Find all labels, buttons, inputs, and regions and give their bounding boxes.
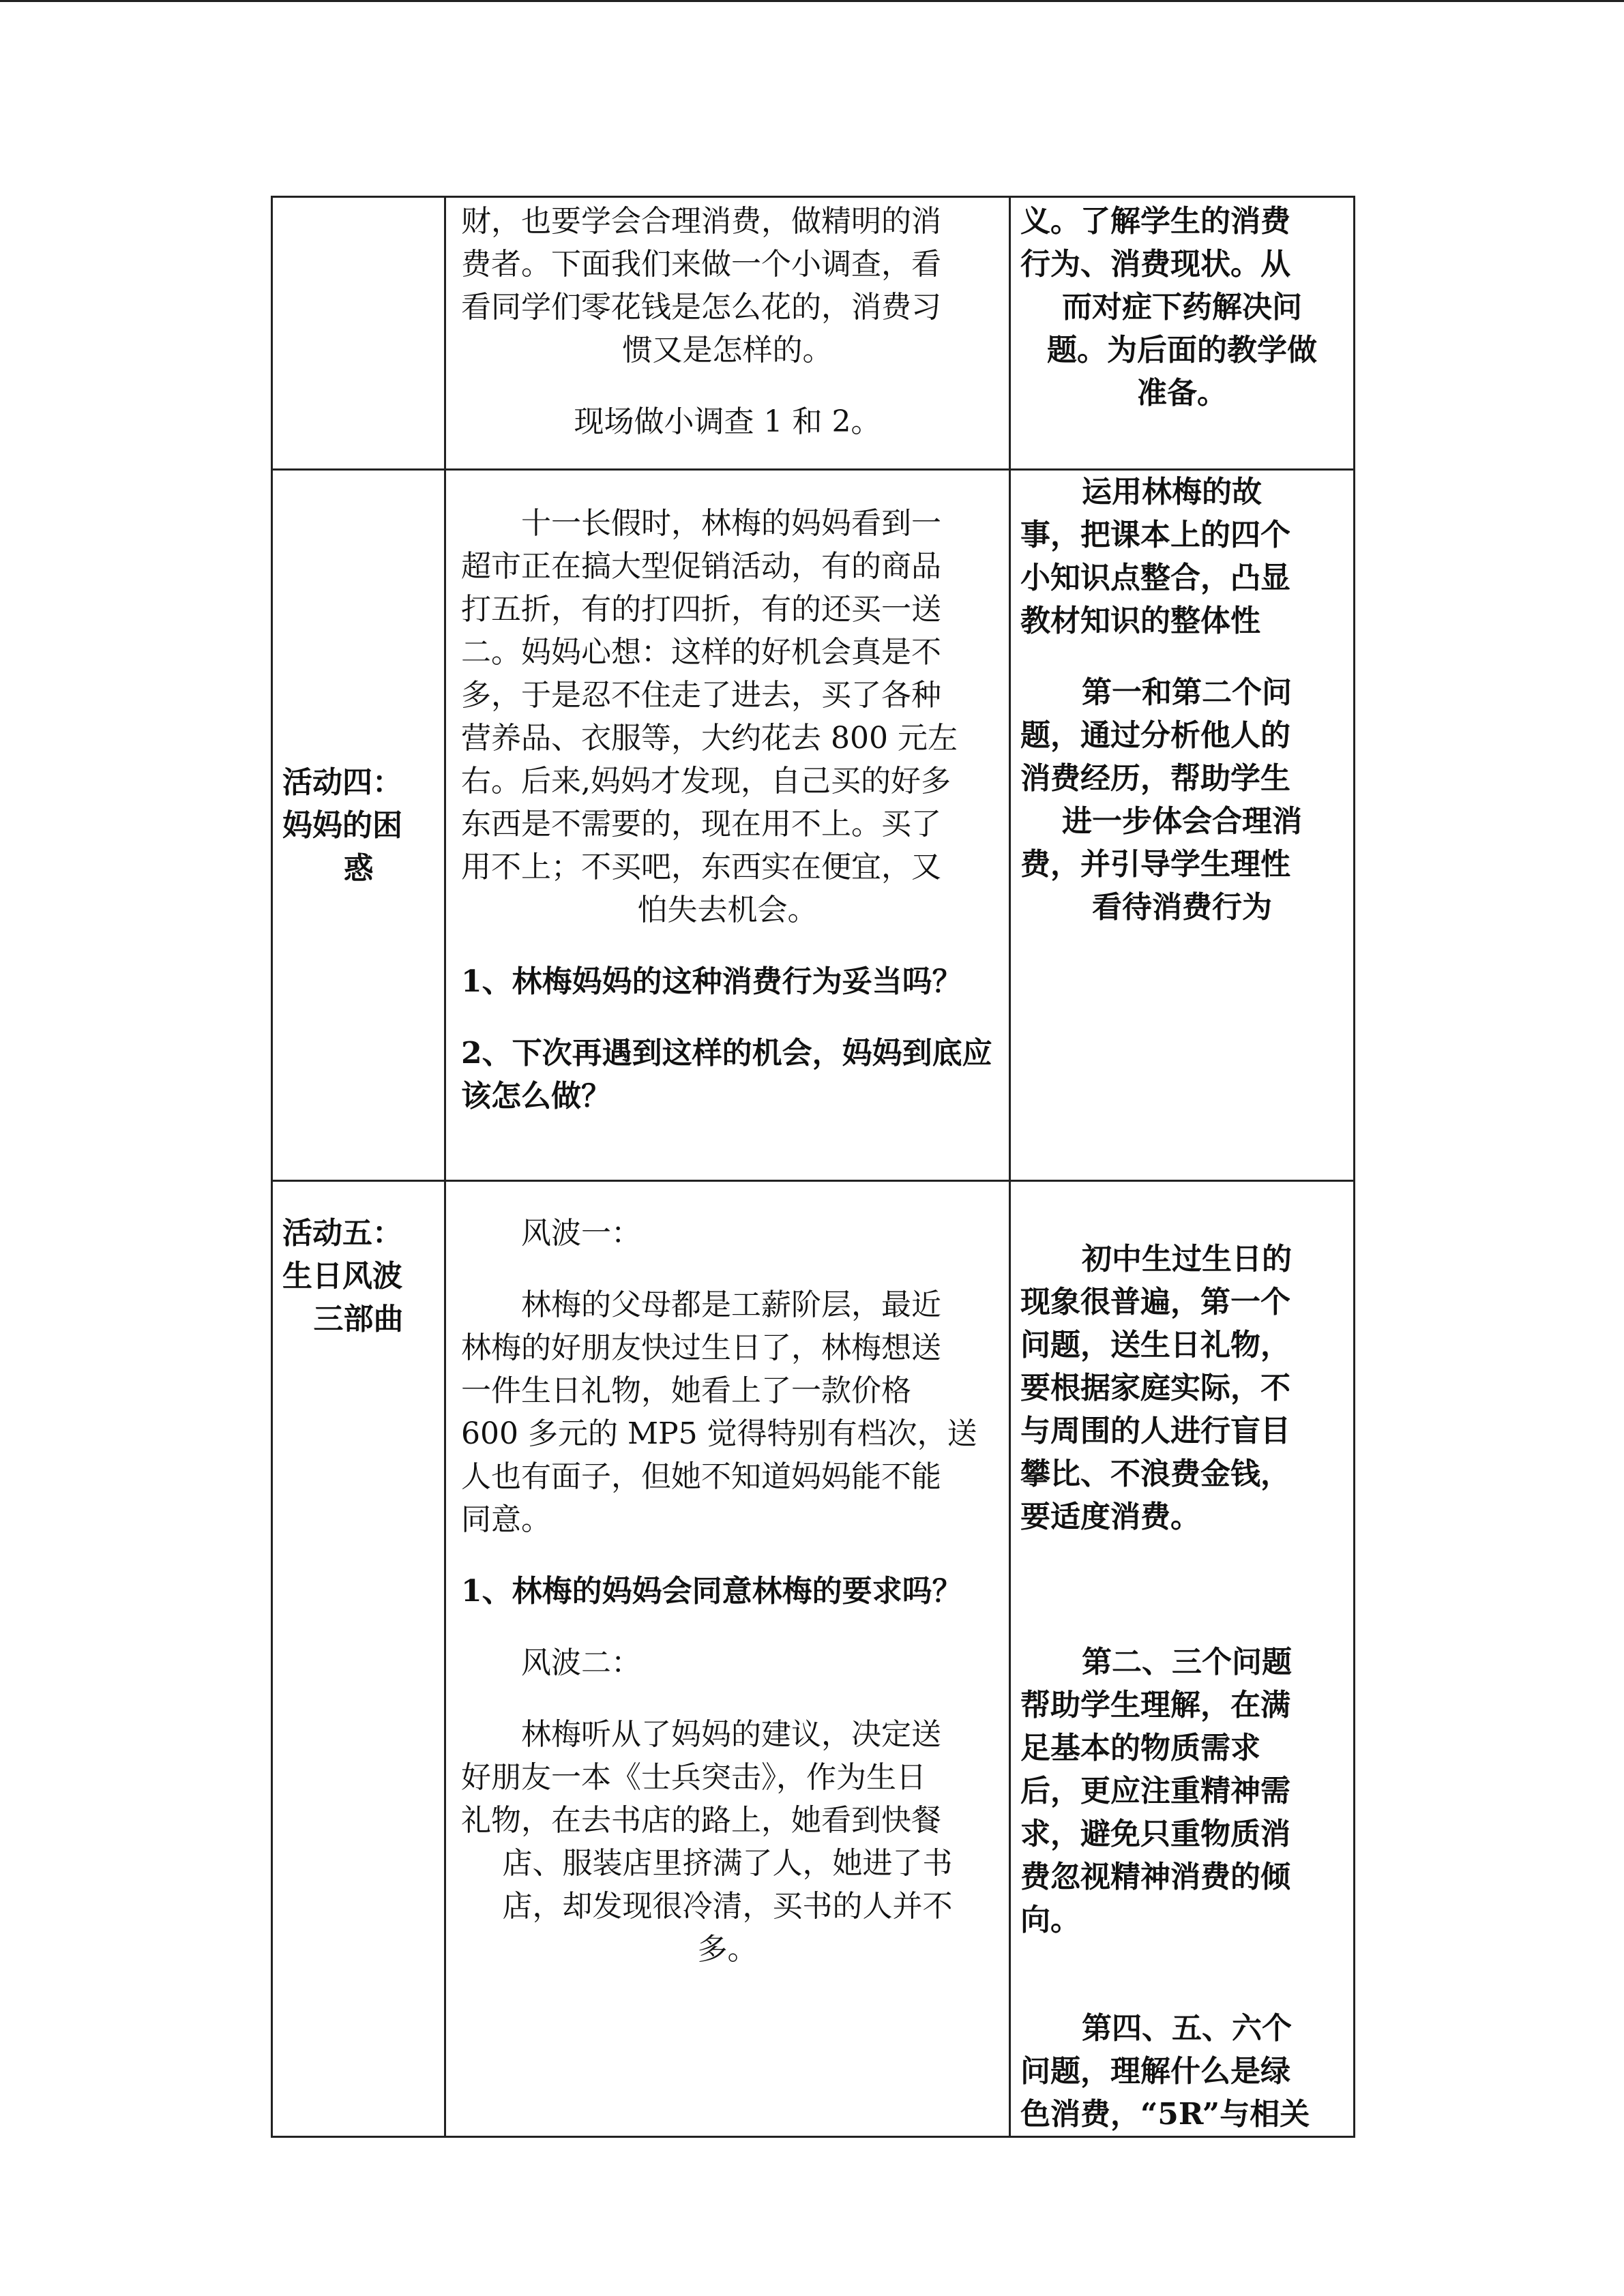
intent-line: 教材知识的整体性: [1020, 603, 1260, 638]
intent-line: 向。: [1020, 1903, 1080, 1937]
intent-line: 运用林梅的故: [1082, 475, 1262, 509]
story-line: 十一长假时，林梅的妈妈看到一: [521, 506, 941, 541]
intent-line: 题，通过分析他人的: [1020, 718, 1290, 753]
story-line: 店，却发现很冷清，买书的人并不: [502, 1889, 953, 1924]
intent-line: 问题，送生日礼物，: [1020, 1328, 1290, 1362]
wave-title: 风波一：: [521, 1216, 641, 1251]
story-line: 礼物，在去书店的路上，她看到快餐: [461, 1803, 941, 1838]
intent-line: 第一和第二个问: [1082, 675, 1292, 710]
story-line: 好朋友一本《士兵突击》，作为生日: [461, 1760, 926, 1795]
intent-line: 而对症下药解决问: [1062, 290, 1302, 325]
intent-line: 消费经历，帮助学生: [1020, 761, 1290, 796]
process-text-line: 费者。下面我们来做一个小调查，看: [461, 247, 941, 282]
process-cell: [445, 470, 1010, 1181]
activity-cell: [272, 1181, 445, 2137]
story-line: 多。: [697, 1932, 758, 1967]
intent-line: 问题，理解什么是绿: [1020, 2054, 1290, 2089]
story-line: 多，于是忍不住走了进去，买了各种: [461, 678, 941, 713]
intent-line: 与周围的人进行盲目: [1020, 1414, 1290, 1448]
activity-title: 生日风波: [282, 1259, 402, 1294]
activity-cell: [272, 197, 445, 470]
question-2: 2、下次再遇到这样的机会，妈妈到底应该怎么做？: [461, 1036, 992, 1114]
intent-line: 题。为后面的教学做: [1047, 333, 1317, 368]
story-line: 营养品、衣服等，大约花去 800 元左: [461, 721, 958, 756]
story-line: 林梅的好朋友快过生日了，林梅想送: [461, 1330, 941, 1365]
page-top-rule: [0, 0, 1624, 2]
question-1: 1、林梅的妈妈会同意林梅的要求吗？: [461, 1574, 962, 1609]
story-line: 超市正在搞大型促销活动，有的商品: [461, 549, 941, 584]
story-line: 店、服装店里挤满了人，她进了书: [502, 1846, 953, 1881]
story-line: 东西是不需要的，现在用不上。买了: [461, 807, 941, 841]
intent-line: 攀比、不浪费金钱，: [1020, 1457, 1290, 1491]
intent-cell: [1010, 197, 1355, 470]
intent-line: 义。了解学生的消费: [1020, 204, 1290, 239]
table-row-intro: [272, 197, 1355, 470]
activity-title: 惑: [343, 850, 374, 886]
story-line: 同意。: [461, 1502, 551, 1537]
survey-note: 现场做小调查 1 和 2。: [574, 404, 881, 439]
intent-line: 色消费，“5R”与相关: [1020, 2097, 1310, 2132]
activity-title: 三部曲: [313, 1302, 404, 1337]
story-line: 林梅的父母都是工薪阶层，最近: [521, 1287, 941, 1322]
story-line: 人也有面子，但她不知道妈妈能不能: [461, 1459, 941, 1494]
story-line: 二。妈妈心想：这样的好机会真是不: [461, 635, 941, 670]
intent-line: 求，避免只重物质消: [1020, 1817, 1290, 1851]
intent-line: 事，把课本上的四个: [1020, 518, 1290, 552]
story-line: 打五折，有的打四折，有的还买一送: [461, 592, 941, 627]
story-line: 怕失去机会。: [637, 893, 818, 927]
story-line: 右。后来,妈妈才发现，自己买的好多: [461, 764, 951, 799]
intent-line: 准备。: [1137, 376, 1227, 411]
activity-title: 妈妈的困: [282, 807, 402, 843]
table-row-activity-4: [272, 470, 1355, 1181]
intent-line: 帮助学生理解，在满: [1020, 1688, 1290, 1723]
lesson-plan-table: [271, 196, 1355, 2138]
process-cell: [445, 197, 1010, 470]
intent-line: 现象很普遍，第一个: [1020, 1285, 1290, 1320]
process-text-line: 惯又是怎样的。: [622, 333, 833, 368]
intent-line: 小知识点整合，凸显: [1020, 561, 1290, 595]
activity-title: 活动五：: [282, 1216, 402, 1251]
process-text-line: 财，也要学会合理消费，做精明的消: [461, 204, 941, 239]
process-cell: [445, 1181, 1010, 2137]
table-row-activity-5: [272, 1181, 1355, 2137]
intent-line: 费，并引导学生理性: [1020, 847, 1290, 882]
intent-line: 进一步体会合理消: [1062, 804, 1302, 839]
intent-line: 要适度消费。: [1020, 1500, 1200, 1534]
wave-title: 风波二：: [521, 1645, 641, 1680]
intent-line: 后，更应注重精神需: [1020, 1774, 1290, 1808]
process-text-line: 看同学们零花钱是怎么花的，消费习: [461, 290, 941, 325]
story-line: 一件生日礼物，她看上了一款价格: [461, 1373, 911, 1408]
intent-line: 看待消费行为: [1092, 890, 1272, 925]
intent-line: 第二、三个问题: [1082, 1645, 1292, 1680]
intent-cell: [1010, 1181, 1355, 2137]
activity-cell: [272, 470, 445, 1181]
story-line: 林梅听从了妈妈的建议，决定送: [521, 1717, 941, 1752]
intent-line: 行为、消费现状。从: [1020, 247, 1290, 282]
intent-cell: [1010, 470, 1355, 1181]
intent-line: 要根据家庭实际，不: [1020, 1371, 1290, 1405]
story-line: 用不上；不买吧，东西实在便宜，又: [461, 850, 941, 884]
story-line: 600 多元的 MP5 觉得特别有档次，送: [461, 1416, 977, 1451]
intent-line: 费忽视精神消费的倾: [1020, 1860, 1290, 1894]
question-1: 1、林梅妈妈的这种消费行为妥当吗？: [461, 964, 962, 999]
intent-line: 足基本的物质需求: [1020, 1731, 1260, 1765]
intent-line: 第四、五、六个: [1082, 2011, 1292, 2046]
intent-line: 初中生过生日的: [1082, 1242, 1292, 1277]
activity-title: 活动四：: [282, 764, 402, 800]
